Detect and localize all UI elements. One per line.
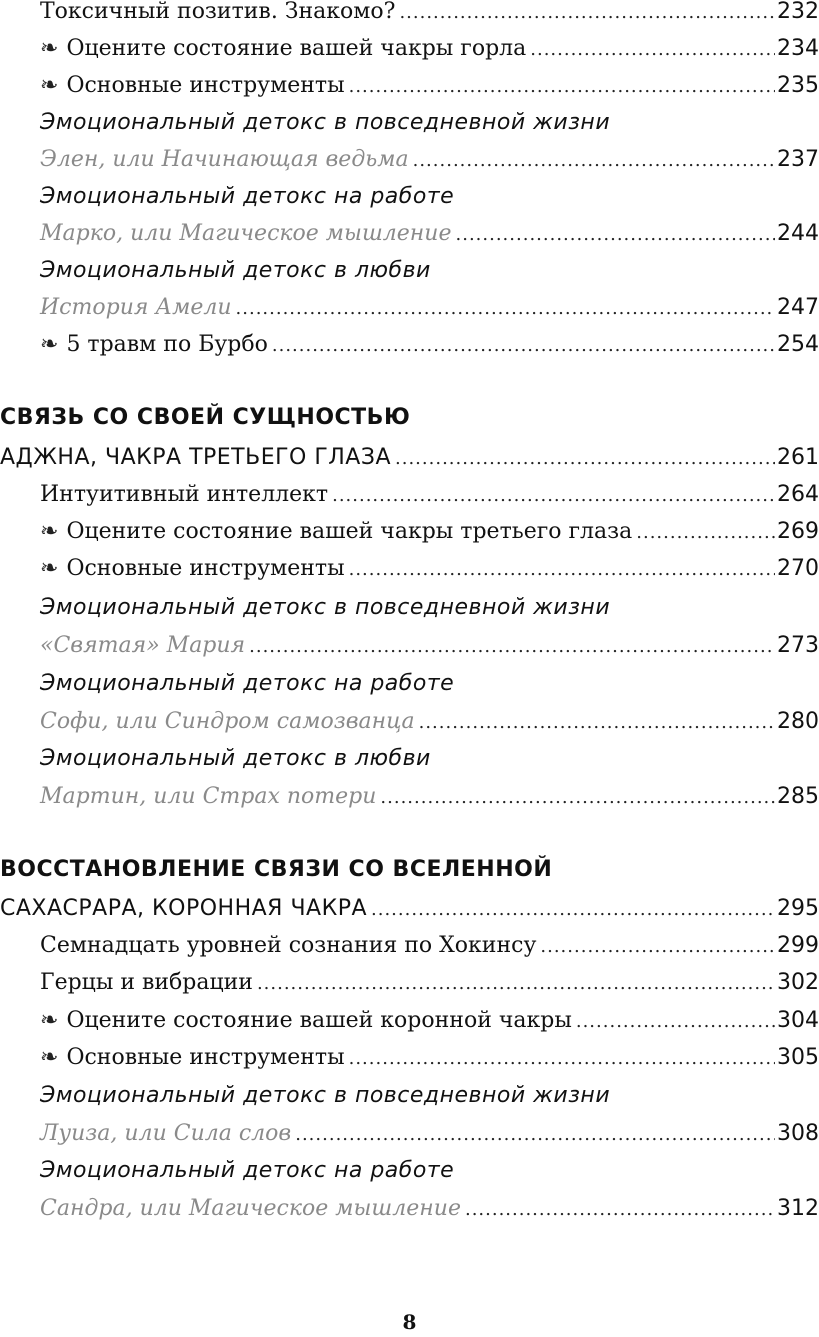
entry-title: ❧ 5 травм по Бурбо <box>40 327 268 363</box>
leader-dots <box>295 1117 775 1153</box>
leader-dots <box>456 217 776 253</box>
toc-row <box>0 68 819 104</box>
leader-dots <box>465 1192 775 1228</box>
entry-page: 273 <box>777 633 819 658</box>
toc-row <box>0 551 819 587</box>
leader-dots <box>236 291 775 327</box>
toc-row <box>0 514 819 550</box>
entry-page: 237 <box>777 147 819 172</box>
subheading: Эмоциональный детокс в повседневной жизни <box>40 595 611 620</box>
toc-row <box>0 1003 819 1039</box>
subheading: Эмоциональный детокс в повседневной жизни <box>40 110 611 135</box>
leader-dots <box>349 69 775 105</box>
toc-entry[interactable] <box>40 142 819 179</box>
entry-page: 285 <box>777 784 819 809</box>
leader-dots <box>371 892 775 928</box>
section-title: ВОССТАНОВЛЕНИЕ СВЯЗИ СО ВСЕЛЕННОЙ <box>0 857 553 882</box>
entry-title: ❧ Основные инструменты <box>40 551 345 587</box>
entry-title: ❧ Оцените состояние вашей коронной чакры <box>40 1003 572 1039</box>
entry-title: ❧ Основные инструменты <box>40 1040 345 1076</box>
subheading: Эмоциональный детокс в любви <box>40 746 431 771</box>
entry-page: 270 <box>777 556 819 581</box>
entry-title: «Святая» Мария <box>40 633 246 658</box>
entry-page: 280 <box>777 709 819 734</box>
entry-title: ❧ Оцените состояние вашей чакры горла <box>40 31 526 67</box>
toc-row <box>0 440 819 476</box>
toc-entry[interactable] <box>40 290 819 327</box>
entry-title: История Амели <box>40 295 232 320</box>
entry-page: 299 <box>777 933 819 958</box>
entry-page: 312 <box>777 1196 819 1221</box>
toc-entry[interactable] <box>40 0 819 31</box>
subheading: Эмоциональный детокс на работе <box>40 1158 455 1183</box>
entry-title: Семнадцать уровней сознания по Хокинсу <box>40 933 537 958</box>
chapter-entry[interactable] <box>0 891 819 928</box>
toc-entry[interactable] <box>40 1116 819 1153</box>
toc-entry[interactable] <box>40 928 819 965</box>
leader-dots <box>349 552 775 588</box>
leader-dots <box>349 1041 775 1077</box>
toc-entry[interactable] <box>40 477 819 514</box>
toc-entry[interactable] <box>40 514 819 551</box>
page-number: 8 <box>402 1310 417 1334</box>
entry-page: 235 <box>777 73 819 98</box>
toc-row <box>0 142 819 178</box>
toc-row <box>0 891 819 927</box>
chapter-title: САХАСРАРА, КОРОННАЯ ЧАКРА <box>0 896 368 921</box>
entry-title: ❧ Основные инструменты <box>40 68 345 104</box>
entry-page: 305 <box>777 1045 819 1070</box>
chapter-entry[interactable] <box>0 440 819 477</box>
toc-entry[interactable] <box>40 551 819 588</box>
entry-title: Герцы и вибрации <box>40 970 253 995</box>
entry-page: 302 <box>777 970 819 995</box>
leader-dots <box>576 1004 775 1040</box>
toc-entry[interactable] <box>40 628 819 665</box>
entry-page: 264 <box>777 482 819 507</box>
leader-dots <box>395 441 775 477</box>
entry-page: 234 <box>777 36 819 61</box>
toc-row <box>0 928 819 964</box>
toc-entry[interactable] <box>40 1191 819 1228</box>
leader-dots <box>413 143 775 179</box>
toc-row <box>0 1040 819 1076</box>
subheading: Эмоциональный детокс в любви <box>40 258 431 283</box>
entry-title: Элен, или Начинающая ведьма <box>40 147 409 172</box>
entry-title: Интуитивный интеллект <box>40 482 329 507</box>
toc-entry[interactable] <box>40 704 819 741</box>
toc-entry[interactable] <box>40 327 819 364</box>
leader-dots <box>249 629 775 665</box>
chapter-title: АДЖНА, ЧАКРА ТРЕТЬЕГО ГЛАЗА <box>0 445 392 470</box>
chapter-page: 295 <box>777 896 819 921</box>
leader-dots <box>332 478 775 514</box>
toc-row <box>0 628 819 664</box>
entry-page: 254 <box>777 332 819 357</box>
entry-title: Луиза, или Сила слов <box>40 1121 292 1146</box>
toc-row <box>0 290 819 326</box>
toc-entry[interactable] <box>40 68 819 105</box>
leader-dots <box>540 929 775 965</box>
toc-row <box>0 31 819 67</box>
entry-title: Марко, или Магическое мышление <box>40 221 452 246</box>
entry-page: 247 <box>777 295 819 320</box>
toc-row <box>0 1191 819 1227</box>
leader-dots <box>419 705 775 741</box>
subheading: Эмоциональный детокс на работе <box>40 184 455 209</box>
leader-dots <box>272 328 775 364</box>
toc-entry[interactable] <box>40 1003 819 1040</box>
toc-row <box>0 704 819 740</box>
toc-entry[interactable] <box>40 31 819 68</box>
leader-dots <box>380 780 775 816</box>
subheading: Эмоциональный детокс в повседневной жизни <box>40 1083 611 1108</box>
entry-page: 269 <box>777 519 819 544</box>
leader-dots <box>636 515 775 551</box>
leader-dots <box>399 0 775 31</box>
toc-row <box>0 779 819 815</box>
entry-page: 304 <box>777 1008 819 1033</box>
subheading: Эмоциональный детокс на работе <box>40 671 455 696</box>
entry-title: Софи, или Синдром самозванца <box>40 709 415 734</box>
entry-title: Токсичный позитив. Знакомо? <box>40 0 396 24</box>
entry-page: 244 <box>777 221 819 246</box>
toc-entry[interactable] <box>40 779 819 816</box>
entry-page: 232 <box>777 0 819 24</box>
leader-dots <box>530 32 775 68</box>
toc-row <box>0 477 819 513</box>
toc-entry[interactable] <box>40 1040 819 1077</box>
toc-row <box>0 1116 819 1152</box>
entry-title: Мартин, или Страх потери <box>40 784 377 809</box>
toc-entry[interactable] <box>40 216 819 253</box>
toc-row <box>0 0 819 30</box>
toc-row <box>0 327 819 363</box>
entry-title: ❧ Оцените состояние вашей чакры третьего глаза <box>40 514 632 550</box>
entry-page: 308 <box>777 1121 819 1146</box>
entry-title: Сандра, или Магическое мышление <box>40 1196 461 1221</box>
toc-row <box>0 216 819 252</box>
chapter-page: 261 <box>777 445 819 470</box>
section-title: СВЯЗЬ СО СВОЕЙ СУЩНОСТЬЮ <box>0 405 411 430</box>
toc-entry[interactable] <box>40 965 819 1002</box>
leader-dots <box>257 966 775 1002</box>
toc-row <box>0 965 819 1001</box>
